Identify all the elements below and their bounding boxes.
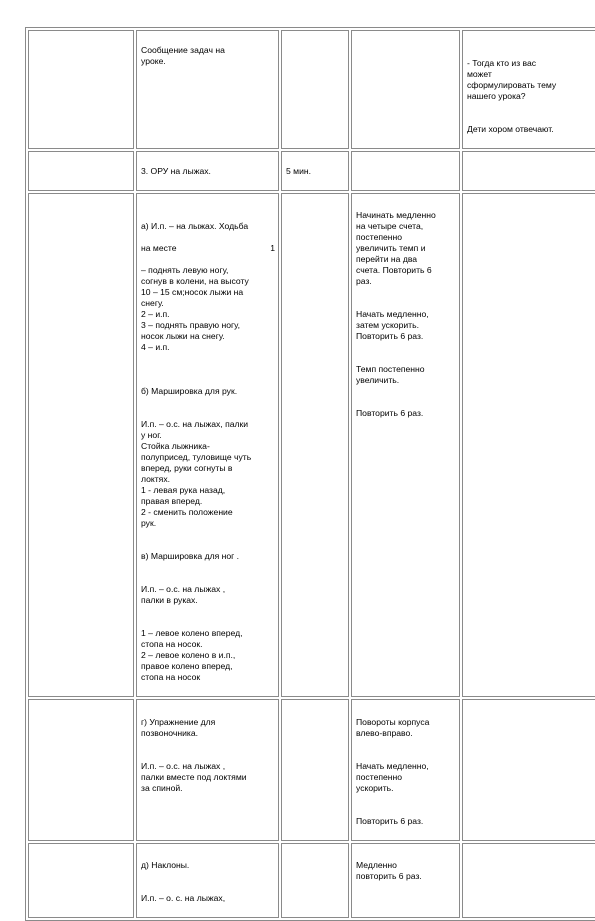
cell-text-line xyxy=(141,243,275,254)
cell-text: 1 – левое колено вперед, стопа на носок. 2 – левое колено в и.п., правое колено вперед, стопа на носок xyxy=(141,628,243,682)
table-cell xyxy=(351,151,460,191)
cell-text: Начинать медленно на четыре счета, постепенно увеличить темп и перейти на два счета. Повторить 6 раз. xyxy=(356,210,436,286)
cell-text: Медленно повторить 6 раз. xyxy=(356,860,422,881)
table-row xyxy=(28,843,595,918)
table-cell xyxy=(462,151,595,191)
cell-text: на месте xyxy=(141,243,177,253)
table-cell xyxy=(281,151,349,191)
cell-text: 5 мин. xyxy=(286,166,312,176)
cell-text: И.п. – о.с. на лыжах, палки у ног. Стойка лыжника- полуприсед, туловище чуть вперед, руки согнуты в локтях. 1 - левая рука назад, правая вперед. 2 - сменить положение рук. xyxy=(141,419,252,528)
table-cell xyxy=(281,30,349,149)
cell-text: – поднять левую ногу, согнув в колени, на высоту 10 – 15 см;носок лыжи на снегу. 2 – и.п. 3 – поднять правую ногу, носок лыжи на снегу. 4 – и.п. xyxy=(141,265,249,352)
table-row xyxy=(28,30,595,149)
table-cell xyxy=(351,843,460,918)
cell-text: 3. ОРУ на лыжах. xyxy=(141,166,211,176)
cell-text: Начать медленно, постепенно ускорить. xyxy=(356,761,429,793)
table-cell xyxy=(351,699,460,841)
cell-text: 1 xyxy=(270,243,275,253)
cell-text: И.п. – о.с. на лыжах , палки в руках. xyxy=(141,584,226,605)
cell-text: Дети хором отвечают. xyxy=(467,124,554,134)
table-cell xyxy=(462,30,595,149)
table-cell xyxy=(462,843,595,918)
table-cell xyxy=(28,151,134,191)
exercise-a xyxy=(141,210,275,364)
cell-text: г) Упражнение для позвоночника. xyxy=(141,717,216,738)
table-row xyxy=(28,193,595,697)
table-row xyxy=(28,699,595,841)
table-row xyxy=(28,151,595,191)
cell-text: в) Маршировка для ног . xyxy=(141,551,240,561)
cell-text: а) И.п. – на лыжах. Ходьба xyxy=(141,221,249,231)
table-cell xyxy=(462,699,595,841)
table-cell xyxy=(281,843,349,918)
table-cell xyxy=(136,193,279,697)
cell-text: Повторить 6 раз. xyxy=(356,816,424,826)
table-cell xyxy=(281,193,349,697)
cell-text: Повторить 6 раз. xyxy=(356,408,424,418)
table-cell xyxy=(136,843,279,918)
lesson-plan-table xyxy=(25,27,595,921)
cell-text: б) Маршировка для рук. xyxy=(141,386,238,396)
cell-text: Начать медленно, затем ускорить. Повторить 6 раз. xyxy=(356,309,429,341)
table-cell xyxy=(136,151,279,191)
table-cell xyxy=(28,699,134,841)
cell-text: И.п. – о.с. на лыжах , палки вместе под локтями за спиной. xyxy=(141,761,247,793)
cell-text: Сообщение задач на уроке. xyxy=(141,45,225,66)
cell-text: Темп постепенно увеличить. xyxy=(356,364,425,385)
table-cell xyxy=(28,843,134,918)
table-cell xyxy=(136,30,279,149)
cell-text: И.п. – о. с. на лыжах, xyxy=(141,893,226,903)
table-cell xyxy=(281,699,349,841)
cell-text: Повороты корпуса влево-вправо. xyxy=(356,717,430,738)
table-cell xyxy=(28,193,134,697)
table-cell xyxy=(351,193,460,697)
cell-text: д) Наклоны. xyxy=(141,860,190,870)
table-cell xyxy=(136,699,279,841)
table-cell xyxy=(351,30,460,149)
table-cell xyxy=(462,193,595,697)
table-cell xyxy=(28,30,134,149)
cell-text: - Тогда кто из вас может сформулировать тему нашего урока? xyxy=(467,58,557,101)
